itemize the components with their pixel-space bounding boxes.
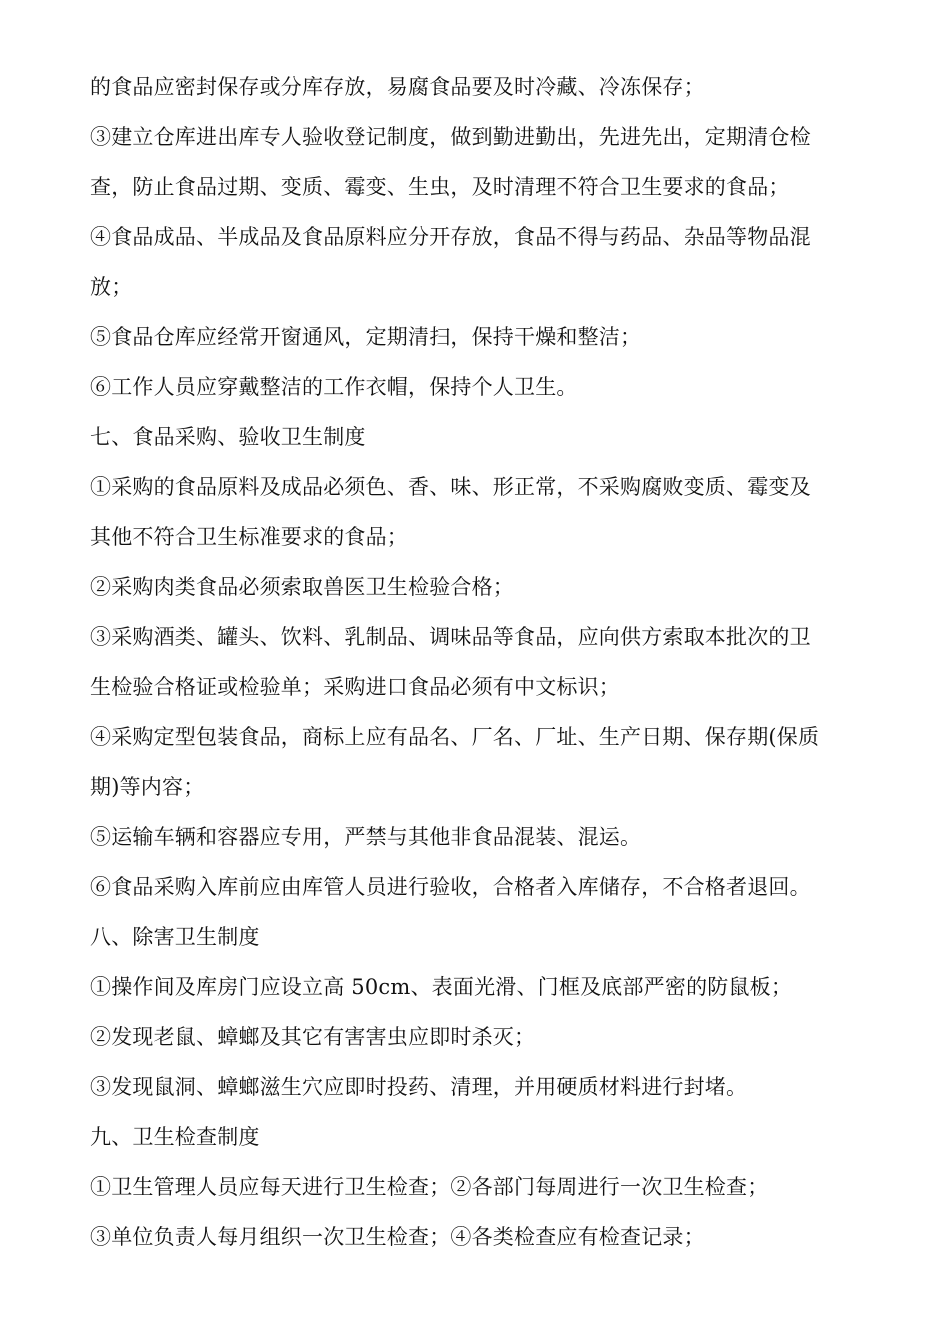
text-line: ⑤运输车辆和容器应专用，严禁与其他非食品混装、混运。 — [90, 825, 642, 849]
text-line: ②采购肉类食品必须索取兽医卫生检验合格； — [90, 575, 514, 599]
text-line: ①操作间及库房门应设立高 50cm、表面光滑、门框及底部严密的防鼠板； — [90, 975, 793, 999]
text-line: 放； — [90, 275, 133, 299]
text-line: ⑤食品仓库应经常开窗通风，定期清扫，保持干燥和整洁； — [90, 325, 642, 349]
text-line: ③发现鼠洞、蟑螂滋生穴应即时投药、清理，并用硬质材料进行封堵。 — [90, 1075, 748, 1099]
section-heading: 七、食品采购、验收卫生制度 — [90, 425, 366, 449]
text-line: ③采购酒类、罐头、饮料、乳制品、调味品等食品，应向供方索取本批次的卫 — [90, 625, 811, 649]
text-line: ④食品成品、半成品及食品原料应分开存放，食品不得与药品、杂品等物品混 — [90, 225, 811, 249]
text-line: ①采购的食品原料及成品必须色、香、味、形正常，不采购腐败变质、霉变及 — [90, 475, 811, 499]
text-line: 生检验合格证或检验单；采购进口食品必须有中文标识； — [90, 675, 620, 699]
text-line: ①卫生管理人员应每天进行卫生检查；②各部门每周进行一次卫生检查； — [90, 1175, 769, 1199]
text-line: 查，防止食品过期、变质、霉变、生虫，及时清理不符合卫生要求的食品； — [90, 175, 790, 199]
text-line: 期)等内容； — [90, 775, 205, 799]
text-line: ⑥食品采购入库前应由库管人员进行验收，合格者入库储存，不合格者退回。 — [90, 875, 811, 899]
text-line: ③建立仓库进出库专人验收登记制度，做到勤进勤出，先进先出，定期清仓检 — [90, 125, 811, 149]
section-heading: 九、卫生检查制度 — [90, 1125, 260, 1149]
text-line: ④采购定型包装食品，商标上应有品名、厂名、厂址、生产日期、保存期(保质 — [90, 725, 820, 749]
section-heading: 八、除害卫生制度 — [90, 925, 260, 949]
text-line: ③单位负责人每月组织一次卫生检查；④各类检查应有检查记录； — [90, 1225, 705, 1249]
text-line: 的食品应密封保存或分库存放，易腐食品要及时冷藏、冷冻保存； — [90, 75, 705, 99]
text-line: ②发现老鼠、蟑螂及其它有害害虫应即时杀灭； — [90, 1025, 536, 1049]
text-line: ⑥工作人员应穿戴整洁的工作衣帽，保持个人卫生。 — [90, 375, 578, 399]
text-line: 其他不符合卫生标准要求的食品； — [90, 525, 408, 549]
